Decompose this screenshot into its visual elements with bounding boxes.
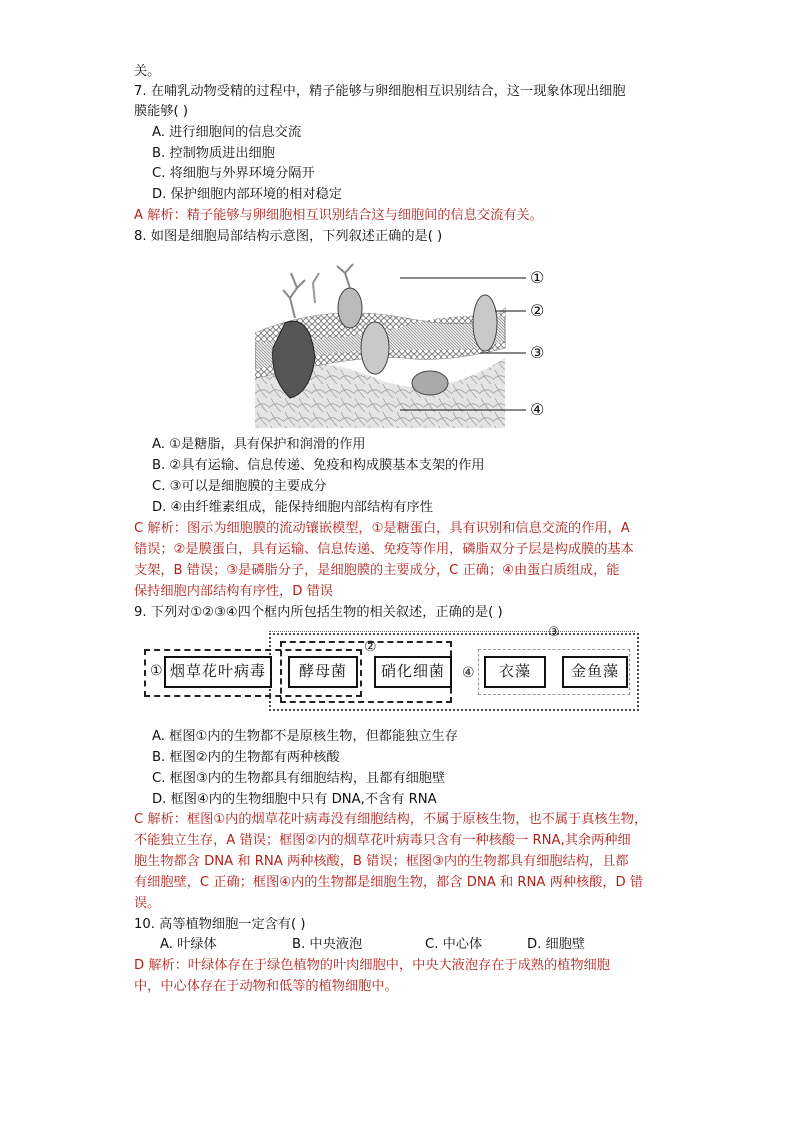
label-4: ④ bbox=[530, 400, 545, 419]
q10-option-b: B. 中央液泡 bbox=[292, 937, 363, 952]
q8-answer-line4: 保持细胞内部结构有序性，D 错误 bbox=[134, 584, 333, 599]
label-1: ① bbox=[530, 268, 545, 287]
q10-option-a: A. 叶绿体 bbox=[160, 937, 217, 952]
box-hornwort: 金鱼藻 bbox=[562, 656, 628, 688]
sugar-chain bbox=[313, 273, 319, 303]
frame-label-2: ② bbox=[364, 639, 377, 655]
q8-option-c: C. ③可以是细胞膜的主要成分 bbox=[152, 479, 327, 494]
q7-option-d: D. 保护细胞内部环境的相对稳定 bbox=[152, 187, 342, 202]
q9-answer-line5: 误。 bbox=[134, 896, 161, 911]
q8-option-a: A. ①是糖脂，具有保护和润滑的作用 bbox=[152, 437, 366, 452]
glycoprotein-chain bbox=[283, 273, 305, 318]
q9-answer-line4: 有细胞壁，C 正确；框图④内的生物都是细胞生物，都含 DNA 和 RNA 两种核酸，D 错 bbox=[134, 875, 644, 890]
q10-option-c: C. 中心体 bbox=[425, 937, 483, 952]
q9-option-a: A. 框图①内的生物都不是原核生物，但都能独立生存 bbox=[152, 729, 458, 744]
q9-answer-line2: 不能独立生存，A 错误；框图②内的烟草花叶病毒只含有一种核酸一 RNA,其余两种细 bbox=[134, 833, 631, 848]
q7-option-b: B. 控制物质进出细胞 bbox=[152, 146, 275, 161]
label-2: ② bbox=[530, 301, 545, 320]
q8-option-b: B. ②具有运输、信息传递、免疫和构成膜基本支架的作用 bbox=[152, 458, 485, 473]
q8-option-d: D. ④由纤维素组成，能保持细胞内部结构有序性 bbox=[152, 500, 433, 515]
q9-stem: 9. 下列对①②③④四个框内所包括生物的相关叙述，正确的是( ) bbox=[134, 605, 503, 620]
q10-answer-line2: 中，中心体存在于动物和低等的植物细胞中。 bbox=[134, 979, 398, 994]
surface-protein bbox=[338, 288, 362, 328]
box-nitrifying-bacteria: 硝化细菌 bbox=[374, 656, 452, 688]
q7-option-c: C. 将细胞与外界环境分隔开 bbox=[152, 166, 315, 181]
q9-option-b: B. 框图②内的生物都有两种核酸 bbox=[152, 750, 340, 765]
box-chlamydomonas: 衣藻 bbox=[484, 656, 546, 688]
label-3: ③ bbox=[530, 343, 545, 362]
q7-stem-line1: 7. 在哺乳动物受精的过程中，精子能够与卵细胞相互识别结合，这一现象体现出细胞 bbox=[134, 84, 626, 99]
q7-answer: A 解析：精子能够与卵细胞相互识别结合这与细胞间的信息交流有关。 bbox=[134, 208, 543, 223]
q9-option-d: D. 框图④内的生物细胞中只有 DNA,不含有 RNA bbox=[152, 792, 437, 807]
channel-protein bbox=[361, 322, 389, 374]
q9-option-c: C. 框图③内的生物都具有细胞结构，且都有细胞壁 bbox=[152, 771, 446, 786]
q8-answer-line2: 错误；②是膜蛋白，具有运输、信息传递、免疫等作用，磷脂双分子层是构成膜的基本 bbox=[134, 542, 634, 557]
q9-answer-line1: C 解析：框图①内的烟草花叶病毒没有细胞结构，不属于原核生物，也不属于真核生物， bbox=[134, 812, 648, 827]
q7-stem-line2: 膜能够( ) bbox=[134, 104, 189, 119]
q6-tail: 关。 bbox=[134, 64, 161, 79]
q7-option-a: A. 进行细胞间的信息交流 bbox=[152, 125, 302, 140]
q9-answer-line3: 胞生物都含 DNA 和 RNA 两种核酸，B 错误；框图③内的生物都具有细胞结构，且都 bbox=[134, 854, 629, 869]
q8-answer-line1: C 解析：图示为细胞膜的流动镶嵌模型，①是糖蛋白，具有识别和信息交流的作用，A bbox=[134, 521, 630, 536]
q10-answer-line1: D 解析：叶绿体存在于绿色植物的叶肉细胞中，中央大液泡存在于成熟的植物细胞 bbox=[134, 958, 610, 973]
classification-figure bbox=[138, 627, 642, 713]
box-tobacco-mosaic-virus: 烟草花叶病毒 bbox=[164, 656, 272, 688]
q8-answer-line3: 支架，B 错误；③是磷脂分子，是细胞膜的主要成分，C 正确；④由蛋白质组成，能 bbox=[134, 563, 620, 578]
q8-stem: 8. 如图是细胞局部结构示意图，下列叙述正确的是( ) bbox=[134, 229, 443, 244]
frame-label-3: ③ bbox=[548, 625, 560, 640]
frame-label-4: ④ bbox=[462, 665, 475, 681]
box-yeast: 酵母菌 bbox=[288, 656, 358, 688]
q10-option-d: D. 细胞壁 bbox=[527, 937, 586, 952]
glycolipid-chain bbox=[337, 264, 353, 288]
q10-stem: 10. 高等植物细胞一定含有( ) bbox=[134, 917, 306, 932]
frame-label-1: ① bbox=[150, 663, 163, 679]
